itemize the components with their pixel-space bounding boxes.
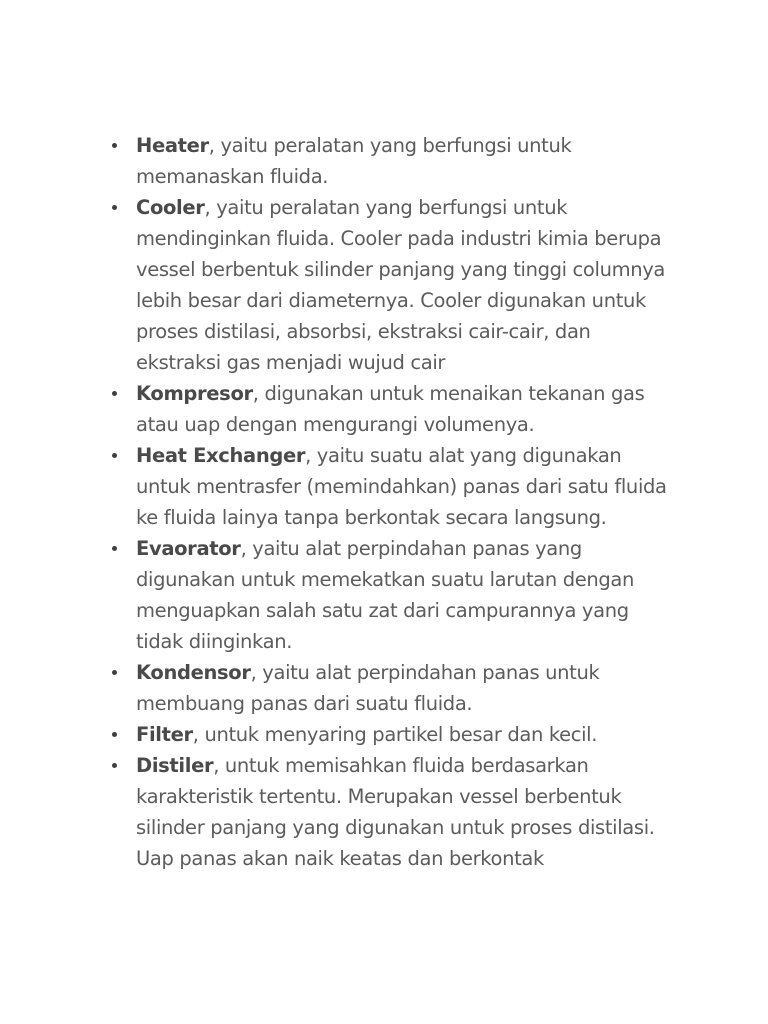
bullet-icon — [112, 391, 117, 396]
list-item-heater — [112, 130, 672, 192]
equipment-bullet-list — [112, 130, 672, 874]
bullet-icon — [112, 732, 117, 737]
list-item-heat-exchanger — [112, 440, 672, 533]
term-heater: Heater — [136, 134, 209, 157]
list-item-kompresor — [112, 378, 672, 440]
term-heat-exchanger: Heat Exchanger — [136, 444, 306, 467]
description-distiler: , untuk memisahkan fluida berdasarkan karakteristik tertentu. Merupakan vessel berbentuk silinder panjang yang digunakan untuk proses distilasi. Uap panas akan naik keatas dan berkontak — [136, 754, 655, 870]
bullet-icon — [112, 205, 117, 210]
description-kondensor: , yaitu alat perpindahan panas untuk membuang panas dari suatu fluida. — [136, 661, 600, 715]
term-filter: Filter — [136, 723, 193, 746]
term-cooler: Cooler — [136, 196, 205, 219]
list-item-kondensor — [112, 657, 672, 719]
bullet-icon — [112, 546, 117, 551]
term-evaorator: Evaorator — [136, 537, 241, 560]
bullet-icon — [112, 670, 117, 675]
description-cooler: , yaitu peralatan yang berfungsi untuk mendinginkan fluida. Cooler pada industri kimia berupa vessel berbentuk silinder panjang yang tinggi columnya lebih besar dari diameternya. Cooler digunakan untuk proses distilasi, absorbsi, ekstraksi cair-cair, dan ekstraksi gas menjadi wujud cair — [136, 196, 666, 374]
list-item-filter — [112, 719, 672, 750]
term-distiler: Distiler — [136, 754, 214, 777]
description-evaorator: , yaitu alat perpindahan panas yang digunakan untuk memekatkan suatu larutan dengan menguapkan salah satu zat dari campurannya yang tidak diinginkan. — [136, 537, 635, 653]
bullet-icon — [112, 143, 117, 148]
bullet-icon — [112, 453, 117, 458]
list-item-distiler — [112, 750, 672, 874]
list-item-evaorator — [112, 533, 672, 657]
description-kompresor: , digunakan untuk menaikan tekanan gas atau uap dengan mengurangi volumenya. — [136, 382, 645, 436]
term-kondensor: Kondensor — [136, 661, 251, 684]
description-heater: , yaitu peralatan yang berfungsi untuk memanaskan fluida. — [136, 134, 572, 188]
bullet-icon — [112, 763, 117, 768]
description-filter: , untuk menyaring partikel besar dan kecil. — [192, 723, 598, 746]
term-kompresor: Kompresor — [136, 382, 253, 405]
description-heat-exchanger: , yaitu suatu alat yang digunakan untuk mentrasfer (memindahkan) panas dari satu fluida ke fluida lainya tanpa berkontak secara langsung. — [136, 444, 667, 529]
list-item-cooler — [112, 192, 672, 378]
